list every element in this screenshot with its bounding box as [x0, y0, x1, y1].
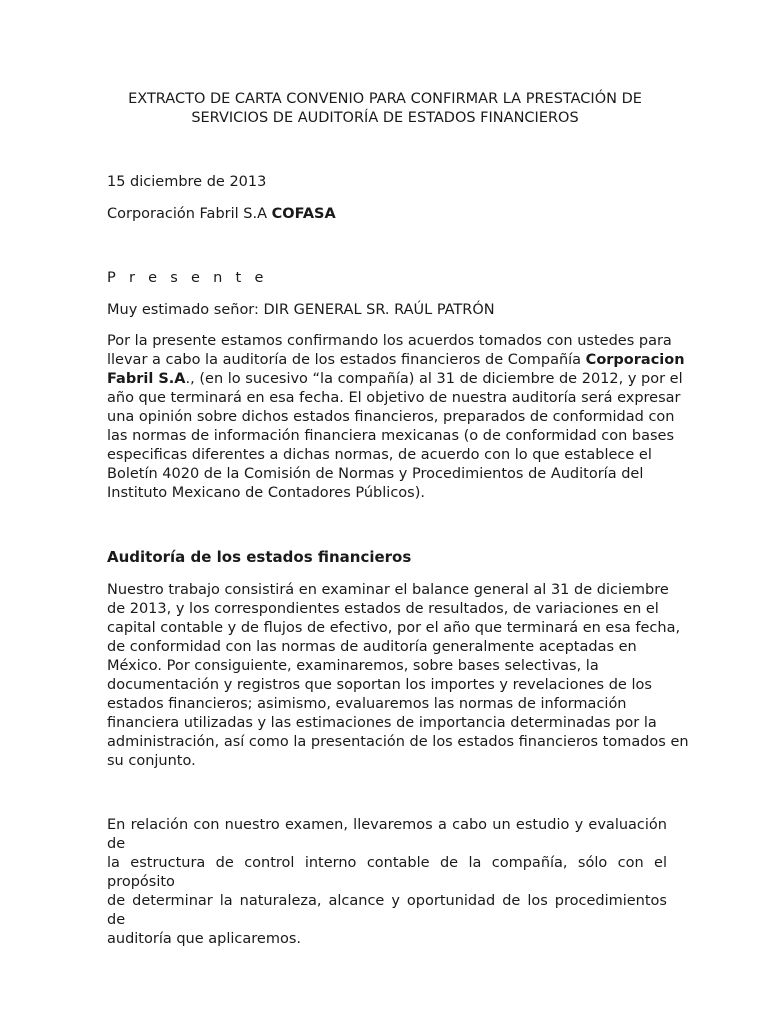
para3-line-1: En relación con nuestro examen, llevaremos a cabo un estudio y evaluación de: [107, 817, 667, 852]
para3-line-2: la estructura de control interno contable de la compañía, sólo con el propósito: [107, 855, 667, 890]
para2-line-2: de 2013, y los correspondientes estados de resultados, de variaciones en el: [107, 601, 659, 617]
para1-line-7: especificas diferentes a dichas normas, de acuerdo con lo que establece el: [107, 447, 652, 463]
para1-line-2: [107, 351, 685, 370]
para2-line-4: de conformidad con las normas de auditoría generalmente aceptadas en: [107, 639, 637, 655]
paragraph-intro: [107, 332, 685, 503]
para1-line-6: las normas de información financiera mexicanas (o de conformidad con bases: [107, 428, 675, 444]
para1-line-2-text: llevar a cabo la auditoría de los estados financieros de Compañía: [107, 352, 582, 368]
para1-line-3: [107, 370, 683, 389]
title-line-2: SERVICIOS DE AUDITORÍA DE ESTADOS FINANCIEROS: [191, 110, 579, 126]
para2-line-6: documentación y registros que soportan los importes y revelaciones de los: [107, 677, 652, 693]
company-name-bold-1: Corporacion: [585, 352, 685, 368]
para2-line-10: su conjunto.: [107, 753, 196, 769]
para3-line-3: de determinar la naturaleza, alcance y oportunidad de los procedimientos de: [107, 893, 667, 928]
para2-line-8: financiera utilizadas y las estimaciones de importancia determinadas por la: [107, 715, 657, 731]
para1-line-9: Instituto Mexicano de Contadores Públicos).: [107, 485, 425, 501]
para2-line-5: México. Por consiguiente, examinaremos, sobre bases selectivas, la: [107, 658, 599, 674]
para1-line-1: Por la presente estamos confirmando los acuerdos tomados con ustedes para: [107, 333, 672, 349]
para1-line-8: Boletín 4020 de la Comisión de Normas y Procedimientos de Auditoría del: [107, 466, 644, 482]
company-name-bold-2: Fabril S.A: [107, 371, 186, 387]
recipient-name: Corporación Fabril S.A: [107, 206, 268, 222]
recipient-line: [107, 205, 336, 224]
recipient-acronym: COFASA: [271, 206, 336, 222]
para1-line-3-text: ., (en lo sucesivo “la compañía) al 31 de diciembre de 2012, y por el: [185, 371, 683, 387]
paragraph-internal-control: [107, 816, 667, 949]
para1-line-5: una opinión sobre dichos estados financieros, preparados de conformidad con: [107, 409, 675, 425]
salutation: Muy estimado señor: DIR GENERAL SR. RAÚL PATRÓN: [107, 302, 495, 318]
para1-line-4: año que terminará en esa fecha. El objetivo de nuestra auditoría será expresar: [107, 390, 681, 406]
title-line-1: EXTRACTO DE CARTA CONVENIO PARA CONFIRMAR LA PRESTACIÓN DE: [128, 91, 642, 107]
presente-line: P r e s e n t e: [107, 270, 268, 286]
letter-date: 15 diciembre de 2013: [107, 174, 267, 190]
section-heading: Auditoría de los estados financieros: [107, 548, 412, 566]
para2-line-1: Nuestro trabajo consistirá en examinar el balance general al 31 de diciembre: [107, 582, 669, 598]
para2-line-3: capital contable y de flujos de efectivo, por el año que terminará en esa fecha,: [107, 620, 681, 636]
paragraph-audit-scope: [107, 581, 689, 771]
para3-line-4: auditoría que aplicaremos.: [107, 931, 302, 947]
para2-line-7: estados financieros; asimismo, evaluaremos las normas de información: [107, 696, 627, 712]
document-title: [107, 90, 663, 128]
para2-line-9: administración, así como la presentación de los estados financieros tomados en: [107, 734, 689, 750]
